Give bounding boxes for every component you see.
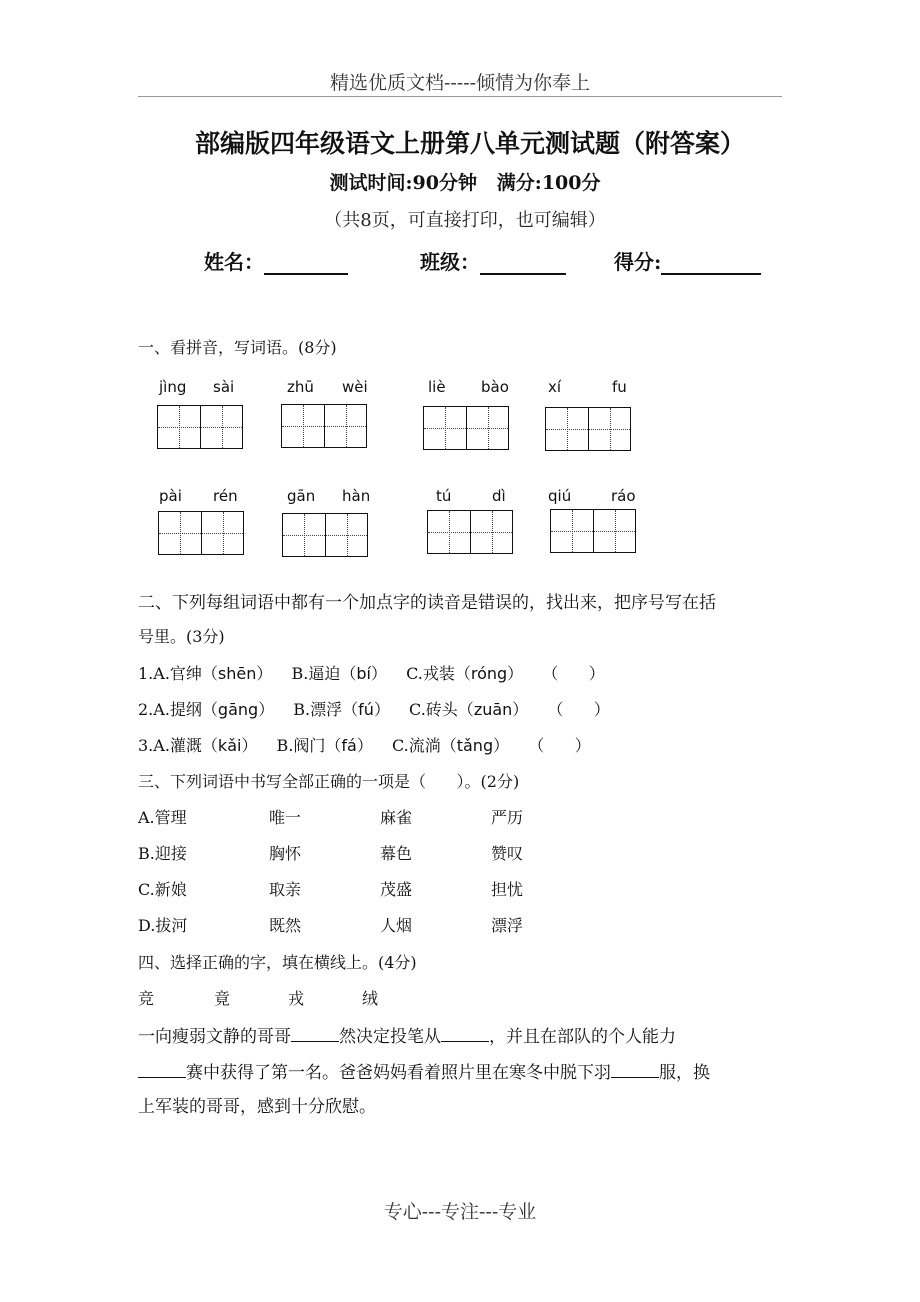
pinyin: jìng <box>159 378 187 396</box>
score-blank[interactable] <box>661 251 761 275</box>
q4-title: 四、选择正确的字，填在横线上。(4分) <box>138 953 417 972</box>
pinyin: gān <box>287 487 316 505</box>
fill-blank[interactable] <box>611 1061 659 1078</box>
q2-item: 1.A.官绅（shēn） B.逼迫（bí） C.戎装（róng） （ ） <box>138 664 605 683</box>
write-box[interactable] <box>550 509 636 553</box>
header-rule <box>138 96 782 97</box>
q1-title: 一、看拼音，写词语。(8分) <box>138 338 337 357</box>
pinyin: pài <box>159 487 182 505</box>
q2-item: 3.A.灌溉（kǎi） B.阀门（fá） C.流淌（tǎng） （ ） <box>138 736 591 755</box>
write-box[interactable] <box>281 404 367 448</box>
q4-paragraph-line1: 一向瘦弱文静的哥哥 然决定投笔从 ，并且在部队的个人能力 <box>138 1027 676 1047</box>
score-label: 得分: <box>614 250 662 274</box>
answer-paren[interactable]: （ ） <box>528 736 591 755</box>
pinyin: tú <box>436 487 452 505</box>
pinyin: xí <box>548 378 562 396</box>
q2-title-line1: 二、下列每组词语中都有一个加点字的读音是错误的，找出来，把序号写在括 <box>138 593 716 613</box>
q4-paragraph-line2: 赛中获得了第一名。爸爸妈妈看着照片里在寒冬中脱下羽 服，换 <box>138 1061 710 1083</box>
write-box[interactable] <box>423 406 509 450</box>
page-header: 精选优质文档-----倾情为你奉上 <box>329 72 591 94</box>
q2-title-line2: 号里。(3分) <box>138 627 225 646</box>
q2-item: 2.A.提纲（gāng） B.漂浮（fú） C.砖头（zuān） （ ） <box>138 700 610 719</box>
pinyin: sài <box>213 378 235 396</box>
fill-blank[interactable] <box>441 1025 489 1042</box>
name-field <box>204 246 348 275</box>
name-label: 姓名： <box>204 250 264 274</box>
write-box[interactable] <box>158 511 244 555</box>
write-box[interactable] <box>282 513 368 557</box>
class-blank[interactable] <box>480 251 566 275</box>
q3-title: 三、下列词语中书写全部正确的一项是（ ）。(2分) <box>138 772 520 791</box>
test-info: 测试时间:90分钟 满分:100分 <box>329 172 601 194</box>
pinyin: wèi <box>342 378 368 396</box>
pinyin: ráo <box>611 487 636 505</box>
score-field <box>614 246 761 275</box>
pinyin: dì <box>492 487 506 505</box>
page-footer: 专心---专注---专业 <box>383 1201 537 1223</box>
class-field <box>420 246 566 275</box>
write-box[interactable] <box>427 510 513 554</box>
write-box[interactable] <box>157 405 243 449</box>
print-note: （共8页，可直接打印，也可编辑） <box>324 210 606 231</box>
pinyin: qiú <box>548 487 572 505</box>
fill-blank[interactable] <box>291 1025 339 1042</box>
q4-paragraph-line3: 上军装的哥哥，感到十分欣慰。 <box>138 1097 376 1117</box>
page-title: 部编版四年级语文上册第八单元测试题（附答案） <box>194 129 745 158</box>
pinyin: rén <box>213 487 238 505</box>
pinyin: bào <box>481 378 509 396</box>
pinyin: liè <box>428 378 446 396</box>
pinyin: hàn <box>342 487 371 505</box>
name-blank[interactable] <box>264 251 348 275</box>
fill-blank[interactable] <box>138 1061 186 1078</box>
class-label: 班级： <box>420 250 480 274</box>
write-box[interactable] <box>545 407 631 451</box>
pinyin: fu <box>612 378 627 396</box>
answer-paren[interactable]: （ ） <box>542 664 605 683</box>
answer-paren[interactable]: （ ） <box>547 700 610 719</box>
pinyin: zhū <box>287 378 314 396</box>
